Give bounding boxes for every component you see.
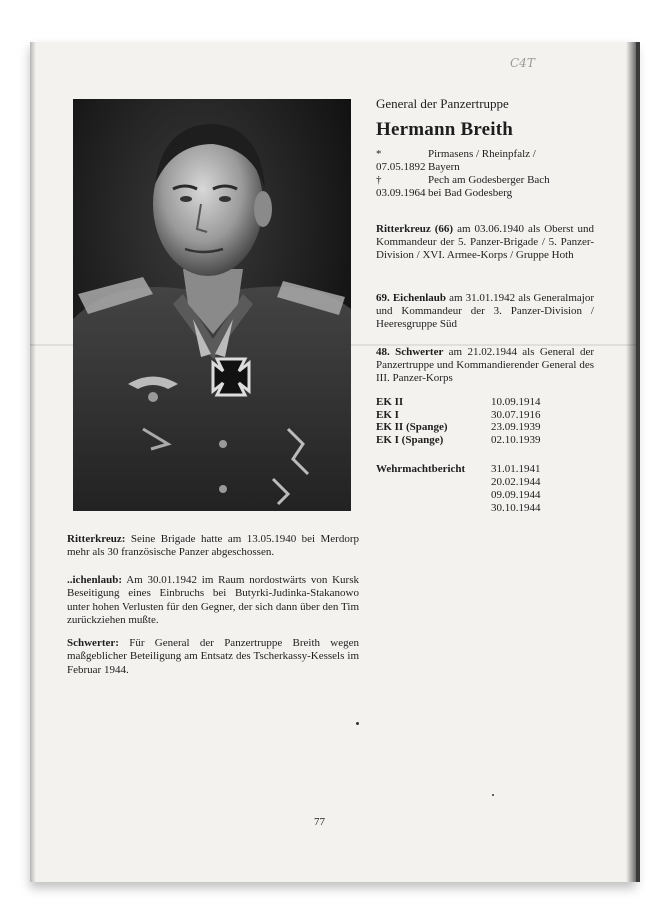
eichenlaub-note-text: Am 30.01.1942 im Raum nordostwärts von Kursk Beseitigung eines Einbruchs bei Butyrki-Judinka-Stakanowo unter hohen Verlusten für den Gegner, der sich dann über den Tim zurückziehen mußte. [67, 574, 359, 627]
person-name: Hermann Breith [376, 119, 514, 140]
eichenlaub-note [67, 574, 359, 628]
ritterkreuz-note [67, 533, 359, 560]
page-shadow-left [30, 42, 36, 882]
schwerter-note-heading: Schwerter: [67, 637, 119, 649]
schwerter-paragraph [376, 346, 594, 386]
wehrmachtbericht-dates [491, 463, 541, 515]
wehrmachtbericht-label: Wehrmachtbericht [376, 463, 466, 475]
death-row [376, 174, 563, 200]
award-name: EK II [376, 396, 404, 408]
page-shadow-right [626, 42, 636, 882]
schwerter-note [67, 637, 359, 677]
award-row [376, 409, 561, 422]
wehrmachtbericht-date: 31.01.1941 [491, 463, 541, 475]
death-date: † 03.09.1964 [376, 174, 426, 199]
wehrmachtbericht-date: 30.10.1944 [491, 502, 541, 514]
ritterkreuz-text: am 03.06.1940 als Oberst und Kommandeur der 5. Panzer-Brigade / 5. Panzer-Division / XVI. Armee-Korps / Gruppe Hoth [376, 223, 594, 262]
award-name: EK I (Spange) [376, 433, 444, 446]
award-date: 30.07.1916 [491, 408, 541, 421]
speck-mark [356, 722, 359, 725]
ritterkreuz-heading: Ritterkreuz (66) [376, 223, 454, 235]
eichenlaub-note-heading: ..ichenlaub: [67, 574, 123, 586]
handwritten-note: C4T [510, 56, 535, 70]
page-number: 77 [314, 816, 325, 828]
wehrmachtbericht-date: 09.09.1944 [491, 489, 541, 501]
schwerter-note-text: Für General der Panzertruppe Breith wegen maßgeblicher Beteiligung am Entsatz des Tscherkassy-Kessels im Februar 1944. [67, 637, 359, 676]
eichenlaub-paragraph [376, 292, 594, 332]
award-name: EK I [376, 408, 399, 421]
award-row [376, 434, 561, 447]
birth-date: * 07.05.1892 [376, 148, 426, 173]
document-page [30, 42, 636, 882]
award-date: 02.10.1939 [491, 433, 541, 446]
speck-mark [492, 794, 494, 796]
rank-title: General der Panzertruppe [376, 96, 509, 111]
schwerter-heading: 48. Schwerter [376, 346, 444, 358]
awards-list [376, 396, 561, 446]
birth-place: Pirmasens / Rheinpfalz / Bayern [428, 148, 536, 173]
portrait-photo [73, 99, 351, 511]
award-date: 10.09.1914 [491, 396, 541, 408]
birth-row [376, 148, 563, 174]
ritterkreuz-note-heading: Ritterkreuz: [67, 533, 126, 545]
wehrmachtbericht-date: 20.02.1944 [491, 476, 541, 488]
wehrmachtbericht-block [376, 463, 541, 515]
award-name: EK II (Spange) [376, 421, 448, 433]
award-row [376, 421, 561, 434]
ritterkreuz-note-text: Seine Brigade hatte am 13.05.1940 bei Merdorp mehr als 30 französische Panzer abgeschossen. [67, 533, 359, 559]
ritterkreuz-paragraph [376, 223, 594, 263]
eichenlaub-heading: 69. Eichenlaub [376, 292, 447, 304]
bio-block [376, 148, 563, 200]
eichenlaub-text: am 31.01.1942 als Generalmajor und Kommandeur der 3. Panzer-Division / Heeresgruppe Süd [376, 292, 594, 331]
award-date: 23.09.1939 [491, 421, 541, 433]
award-row [376, 396, 561, 409]
schwerter-text: am 21.02.1944 als General der Panzertruppe und Kommandierender General des III. Panzer-Korps [376, 346, 594, 385]
death-place: Pech am Godesberger Bach bei Bad Godesberg [428, 174, 550, 199]
